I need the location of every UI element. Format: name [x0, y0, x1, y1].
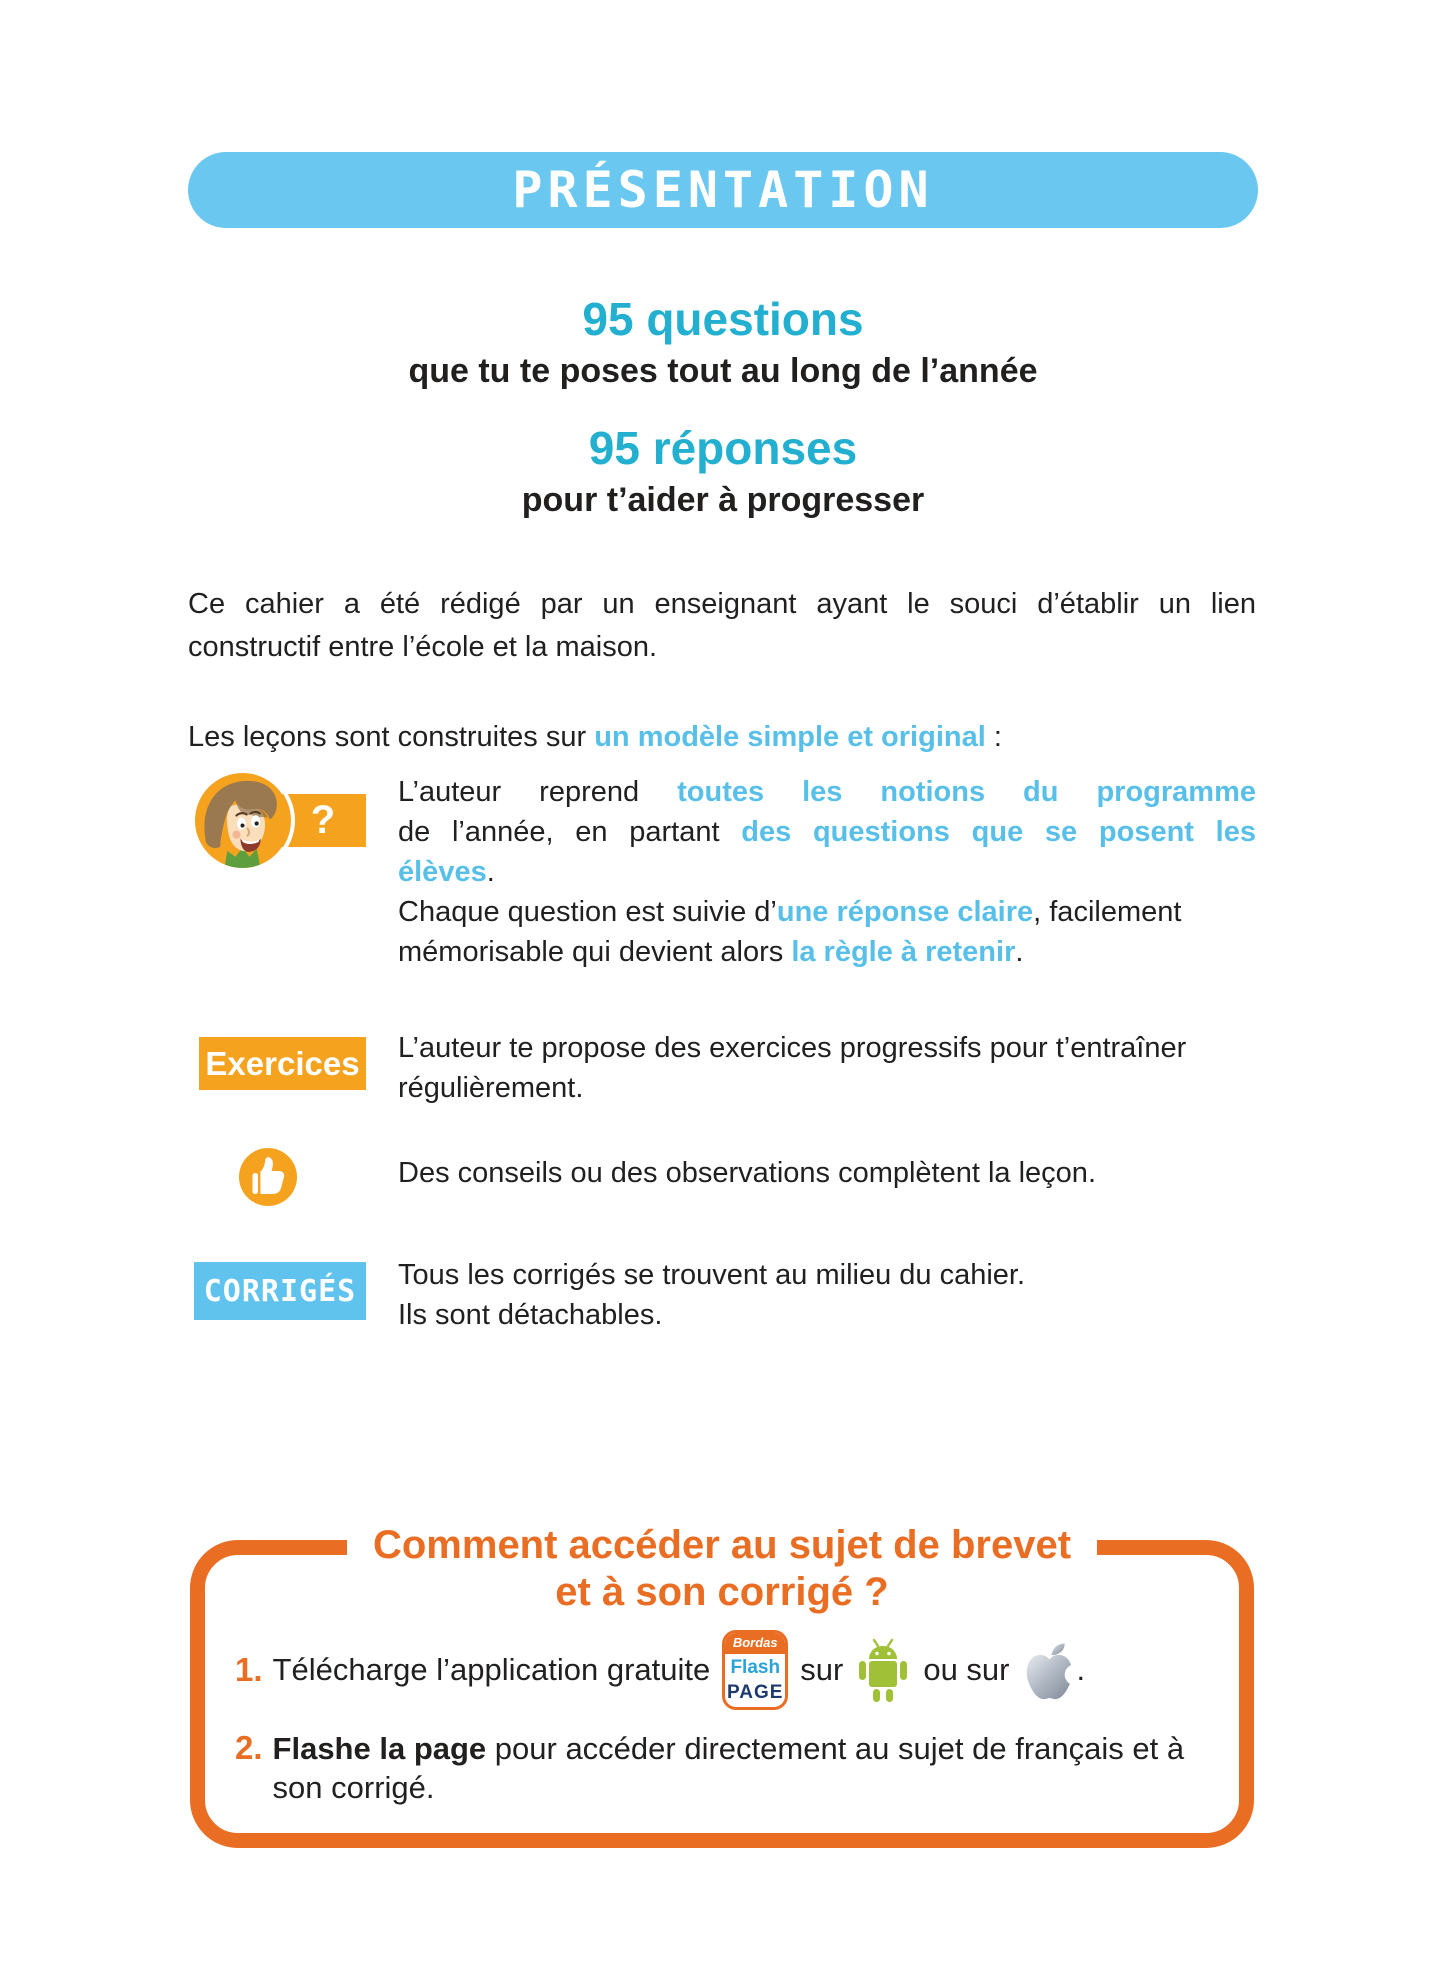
apple-icon	[1022, 1640, 1077, 1700]
step1-number: 1.	[235, 1651, 263, 1688]
text-line: de l’année, en partant des questions que se posent les	[398, 816, 1256, 848]
text-line: Flashe la page pour accéder directement au sujet de français et à	[272, 1731, 1185, 1766]
feature-questions-text	[398, 772, 1256, 972]
android-svg	[855, 1636, 911, 1704]
howto-title-line2: et à son corrigé ?	[555, 1570, 889, 1614]
android-icon	[855, 1636, 911, 1704]
feature-conseils-text: Des conseils ou des observations complètent la leçon.	[398, 1157, 1096, 1189]
feature-exercices-text	[398, 1028, 1256, 1108]
step2-text	[273, 1729, 1185, 1807]
logo-bordas-label: Bordas	[725, 1633, 785, 1654]
exercices-badge-label: Exercices	[205, 1044, 360, 1082]
question-mark-box	[280, 794, 366, 847]
page-title: PRÉSENTATION	[512, 161, 934, 219]
howto-title	[347, 1522, 1097, 1616]
step1-text: Télécharge l’application gratuite	[272, 1652, 711, 1687]
presentation-banner	[188, 152, 1258, 228]
text-line: constructif entre l’école et la maison.	[188, 631, 658, 663]
text-line: Tous les corrigés se trouvent au milieu du cahier.	[398, 1259, 1026, 1291]
thumbs-up-icon	[239, 1148, 297, 1206]
step2-number: 2.	[235, 1729, 263, 1766]
exercices-badge	[199, 1037, 366, 1090]
step1-sur: sur	[800, 1652, 844, 1687]
howto-step-1	[235, 1628, 1085, 1712]
bordas-flashpage-logo	[722, 1630, 788, 1710]
text-line: élèves.	[398, 856, 495, 888]
text-line: L’auteur te propose des exercices progressifs pour t’entraîner	[398, 1032, 1187, 1064]
text-line: Ils sont détachables.	[398, 1299, 663, 1331]
corriges-badge-label: CORRIGÉS	[203, 1273, 357, 1309]
text-line: Ce cahier a été rédigé par un enseignant ayant le souci d’établir un lien	[188, 588, 1256, 620]
intro-paragraph	[188, 583, 1256, 669]
heading-95-questions: 95 questions	[582, 293, 864, 345]
boy-avatar-svg	[194, 772, 291, 869]
howto-step-2	[235, 1729, 1184, 1807]
howto-title-line1: Comment accéder au sujet de brevet	[372, 1523, 1072, 1567]
text-line: mémorisable qui devient alors la règle à retenir.	[398, 936, 1024, 968]
lead-sentence	[188, 716, 1256, 759]
step1-ou-sur: ou sur	[923, 1652, 1010, 1687]
corriges-badge	[194, 1262, 366, 1320]
question-mark: ?	[310, 798, 336, 842]
text-line: Les leçons sont construites sur un modèle simple et original :	[188, 721, 1002, 753]
thumbs-up-svg	[239, 1148, 297, 1206]
text-line: régulièrement.	[398, 1072, 584, 1104]
logo-page-label: PAGE	[727, 1682, 784, 1703]
step1-period: .	[1076, 1652, 1086, 1687]
logo-flash-label: Flash	[730, 1657, 781, 1678]
boy-question-avatar-icon	[194, 772, 291, 869]
subtitle-reponses: pour t’aider à progresser	[521, 481, 925, 519]
heading-95-reponses: 95 réponses	[588, 422, 858, 474]
feature-corriges-text	[398, 1255, 1256, 1335]
text-line: son corrigé.	[272, 1770, 435, 1805]
text-line: Chaque question est suivie d’une réponse claire, facilement	[398, 896, 1182, 928]
text-line: L’auteur reprend toutes les notions du programme	[398, 776, 1256, 808]
apple-svg	[1022, 1640, 1077, 1700]
subtitle-questions: que tu te poses tout au long de l’année	[408, 352, 1038, 390]
